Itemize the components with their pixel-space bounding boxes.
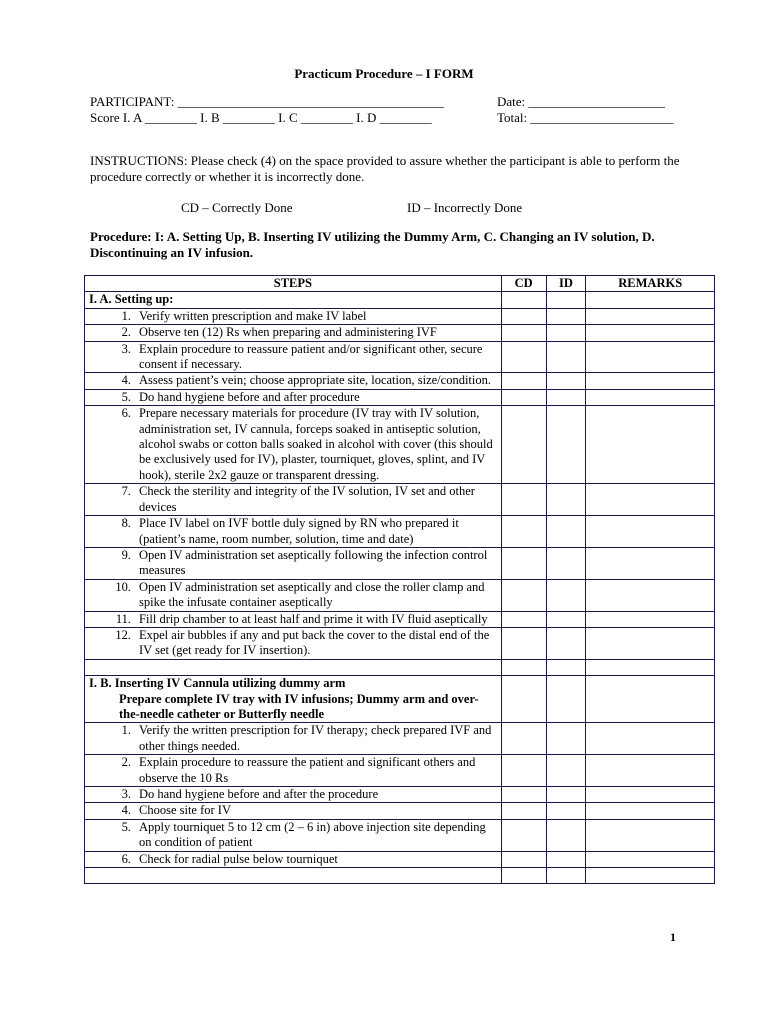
total-field[interactable]: Total: ______________________ <box>497 110 674 125</box>
step-text: Verify written prescription and make IV label <box>139 308 367 323</box>
step-cell <box>85 787 502 803</box>
blank-cell <box>85 659 502 675</box>
cd-checkbox-cell[interactable] <box>501 341 546 373</box>
step-number: 5. <box>121 389 131 404</box>
step-number: 7. <box>121 484 131 499</box>
cd-checkbox-cell[interactable] <box>501 292 546 308</box>
id-checkbox-cell[interactable] <box>546 659 586 675</box>
step-number: 6. <box>121 406 131 421</box>
step-number: 11. <box>115 611 131 626</box>
step-number: 12. <box>115 627 131 642</box>
step-text: Fill drip chamber to at least half and prime it with IV fluid aseptically <box>139 611 488 626</box>
step-cell <box>85 579 502 611</box>
table-row <box>85 308 715 324</box>
table-row <box>85 516 715 548</box>
id-checkbox-cell[interactable] <box>546 325 586 341</box>
cd-checkbox-cell[interactable] <box>501 787 546 803</box>
remarks-cell[interactable] <box>586 341 715 373</box>
cd-checkbox-cell[interactable] <box>501 676 546 723</box>
table-row <box>85 406 715 484</box>
cd-checkbox-cell[interactable] <box>501 627 546 659</box>
step-text: Open IV administration set aseptically following the infection control measures <box>139 547 488 578</box>
id-checkbox-cell[interactable] <box>546 389 586 405</box>
cd-checkbox-cell[interactable] <box>501 851 546 867</box>
step-cell <box>85 819 502 851</box>
table-row <box>85 484 715 516</box>
section-b-heading: I. B. Inserting IV Cannula utilizing dummy arm <box>89 676 346 691</box>
step-text: Check for radial pulse below tourniquet <box>139 851 338 866</box>
remarks-cell[interactable] <box>586 787 715 803</box>
step-cell <box>85 627 502 659</box>
id-checkbox-cell[interactable] <box>546 803 586 819</box>
section-b-heading-cell <box>85 676 502 723</box>
header-remarks: REMARKS <box>586 276 715 292</box>
blank-row <box>85 868 715 884</box>
cd-checkbox-cell[interactable] <box>501 723 546 755</box>
remarks-cell[interactable] <box>586 547 715 579</box>
cd-legend: CD – Correctly Done <box>181 200 293 215</box>
step-cell <box>85 484 502 516</box>
id-legend: ID – Incorrectly Done <box>407 200 523 215</box>
instructions: INSTRUCTIONS: Please check (4) on the space provided to assure whether the participant is able to perform the procedure correctly or whether it is incorrectly done. <box>90 153 680 184</box>
id-checkbox-cell[interactable] <box>546 516 586 548</box>
checklist-body <box>85 292 715 884</box>
step-cell <box>85 723 502 755</box>
step-text: Apply tourniquet 5 to 12 cm (2 – 6 in) above injection site depending on condition of patient <box>139 819 486 850</box>
step-text: Observe ten (12) Rs when preparing and administering IVF <box>139 325 437 340</box>
id-checkbox-cell[interactable] <box>546 292 586 308</box>
table-row <box>85 803 715 819</box>
blank-cell <box>85 868 502 884</box>
step-text: Do hand hygiene before and after procedure <box>139 389 360 404</box>
cd-checkbox-cell[interactable] <box>501 547 546 579</box>
cd-checkbox-cell[interactable] <box>501 579 546 611</box>
remarks-cell[interactable] <box>586 516 715 548</box>
id-checkbox-cell[interactable] <box>546 341 586 373</box>
step-cell <box>85 389 502 405</box>
step-text: Choose site for IV <box>139 803 231 818</box>
step-text: Open IV administration set aseptically and close the roller clamp and spike the infusate container aseptically <box>139 579 485 610</box>
step-cell <box>85 851 502 867</box>
step-text: Do hand hygiene before and after the procedure <box>139 787 379 801</box>
step-text: Assess patient’s vein; choose appropriate site, location, size/condition. <box>139 373 492 388</box>
remarks-cell[interactable] <box>586 325 715 341</box>
table-row <box>85 611 715 627</box>
table-row <box>85 341 715 373</box>
table-row <box>85 819 715 851</box>
id-checkbox-cell[interactable] <box>546 579 586 611</box>
step-cell <box>85 308 502 324</box>
remarks-cell[interactable] <box>586 611 715 627</box>
section-a-heading: I. A. Setting up: <box>85 292 502 308</box>
section-b-subheading: Prepare complete IV tray with IV infusions; Dummy arm and over-the-needle catheter or Butterfly needle <box>119 691 479 721</box>
step-cell <box>85 755 502 787</box>
remarks-cell[interactable] <box>586 484 715 516</box>
step-number: 1. <box>121 308 131 323</box>
remarks-cell[interactable] <box>586 851 715 867</box>
cd-checkbox-cell[interactable] <box>501 389 546 405</box>
step-number: 1. <box>121 723 131 738</box>
step-number: 10. <box>115 579 131 594</box>
step-number: 4. <box>121 803 131 818</box>
step-cell <box>85 611 502 627</box>
table-row <box>85 389 715 405</box>
remarks-cell[interactable] <box>586 676 715 723</box>
id-checkbox-cell[interactable] <box>546 819 586 851</box>
remarks-cell[interactable] <box>586 755 715 787</box>
cd-checkbox-cell[interactable] <box>501 611 546 627</box>
participant-field[interactable]: PARTICIPANT: _________________________________________ <box>90 94 445 109</box>
cd-checkbox-cell[interactable] <box>501 325 546 341</box>
remarks-cell[interactable] <box>586 292 715 308</box>
step-cell <box>85 406 502 484</box>
id-checkbox-cell[interactable] <box>546 611 586 627</box>
id-checkbox-cell[interactable] <box>546 676 586 723</box>
cd-checkbox-cell[interactable] <box>501 516 546 548</box>
header-cd: CD <box>501 276 546 292</box>
cd-checkbox-cell[interactable] <box>501 803 546 819</box>
table-row <box>85 627 715 659</box>
step-cell <box>85 516 502 548</box>
header-id: ID <box>546 276 586 292</box>
step-cell <box>85 547 502 579</box>
table-row <box>85 325 715 341</box>
id-checkbox-cell[interactable] <box>546 851 586 867</box>
step-text: Verify the written prescription for IV therapy; check prepared IVF and other things needed. <box>139 723 492 753</box>
table-row <box>85 547 715 579</box>
remarks-cell[interactable] <box>586 373 715 389</box>
remarks-cell[interactable] <box>586 389 715 405</box>
id-checkbox-cell[interactable] <box>546 373 586 389</box>
header-steps: STEPS <box>85 276 502 292</box>
step-text: Explain procedure to reassure the patient and significant others and observe the 10 Rs <box>139 755 476 785</box>
step-text: Prepare necessary materials for procedure (IV tray with IV solution, administration set, IV cannula, forceps soaked in antiseptic solution, alcohol swabs or cotton balls soaked in alcohol with cover (this should be exclusively used for IV), plaster, tourniquet, gloves, splint, and IV hook), sterile 2x2 gauze or transparent dressing. <box>139 406 493 482</box>
checklist-table <box>84 275 715 884</box>
step-cell <box>85 803 502 819</box>
step-number: 2. <box>121 755 131 770</box>
blank-row <box>85 659 715 675</box>
cd-checkbox-cell[interactable] <box>501 659 546 675</box>
remarks-cell[interactable] <box>586 308 715 324</box>
section-row <box>85 292 715 308</box>
id-checkbox-cell[interactable] <box>546 406 586 484</box>
step-number: 5. <box>121 819 131 834</box>
remarks-cell[interactable] <box>586 659 715 675</box>
remarks-cell[interactable] <box>586 819 715 851</box>
step-cell <box>85 341 502 373</box>
form-title: Practicum Procedure – I FORM <box>294 66 474 81</box>
table-row <box>85 579 715 611</box>
table-row <box>85 787 715 803</box>
id-checkbox-cell[interactable] <box>546 484 586 516</box>
id-checkbox-cell[interactable] <box>546 787 586 803</box>
cd-checkbox-cell[interactable] <box>501 819 546 851</box>
score-field[interactable]: Score I. A ________ I. B ________ I. C ________ I. D ________ <box>90 110 432 125</box>
cd-checkbox-cell[interactable] <box>501 868 546 884</box>
step-text: Check the sterility and integrity of the IV solution, IV set and other devices <box>139 484 475 514</box>
step-number: 2. <box>121 325 131 340</box>
id-checkbox-cell[interactable] <box>546 868 586 884</box>
step-cell <box>85 373 502 389</box>
table-row <box>85 723 715 755</box>
step-number: 8. <box>121 516 131 531</box>
cd-checkbox-cell[interactable] <box>501 406 546 484</box>
procedure-description: Procedure: I: A. Setting Up, B. Inserting IV utilizing the Dummy Arm, C. Changing an IV solution, D. Discontinuing an IV infusion. <box>90 229 655 260</box>
remarks-cell[interactable] <box>586 627 715 659</box>
remarks-cell[interactable] <box>586 579 715 611</box>
step-text: Expel air bubbles if any and put back the cover to the distal end of the IV set (get ready for IV insertion). <box>139 627 490 658</box>
remarks-cell[interactable] <box>586 406 715 484</box>
table-row <box>85 755 715 787</box>
cd-checkbox-cell[interactable] <box>501 308 546 324</box>
step-text: Explain procedure to reassure patient and/or significant other, secure consent if necessary. <box>139 341 483 372</box>
cd-checkbox-cell[interactable] <box>501 373 546 389</box>
cd-checkbox-cell[interactable] <box>501 484 546 516</box>
id-checkbox-cell[interactable] <box>546 723 586 755</box>
page-number: 1 <box>670 930 676 944</box>
step-number: 6. <box>121 851 131 866</box>
remarks-cell[interactable] <box>586 868 715 884</box>
cd-checkbox-cell[interactable] <box>501 755 546 787</box>
step-text: Place IV label on IVF bottle duly signed by RN who prepared it (patient’s name, room number, solution, time and date) <box>139 516 459 546</box>
id-checkbox-cell[interactable] <box>546 627 586 659</box>
table-row <box>85 373 715 389</box>
remarks-cell[interactable] <box>586 803 715 819</box>
step-number: 9. <box>121 547 131 562</box>
id-checkbox-cell[interactable] <box>546 755 586 787</box>
step-number: 3. <box>121 787 131 801</box>
date-field[interactable]: Date: _____________________ <box>497 94 665 109</box>
id-checkbox-cell[interactable] <box>546 308 586 324</box>
table-row <box>85 851 715 867</box>
remarks-cell[interactable] <box>586 723 715 755</box>
step-cell <box>85 325 502 341</box>
section-row <box>85 676 715 723</box>
step-number: 4. <box>121 373 131 388</box>
step-number: 3. <box>121 341 131 356</box>
id-checkbox-cell[interactable] <box>546 547 586 579</box>
